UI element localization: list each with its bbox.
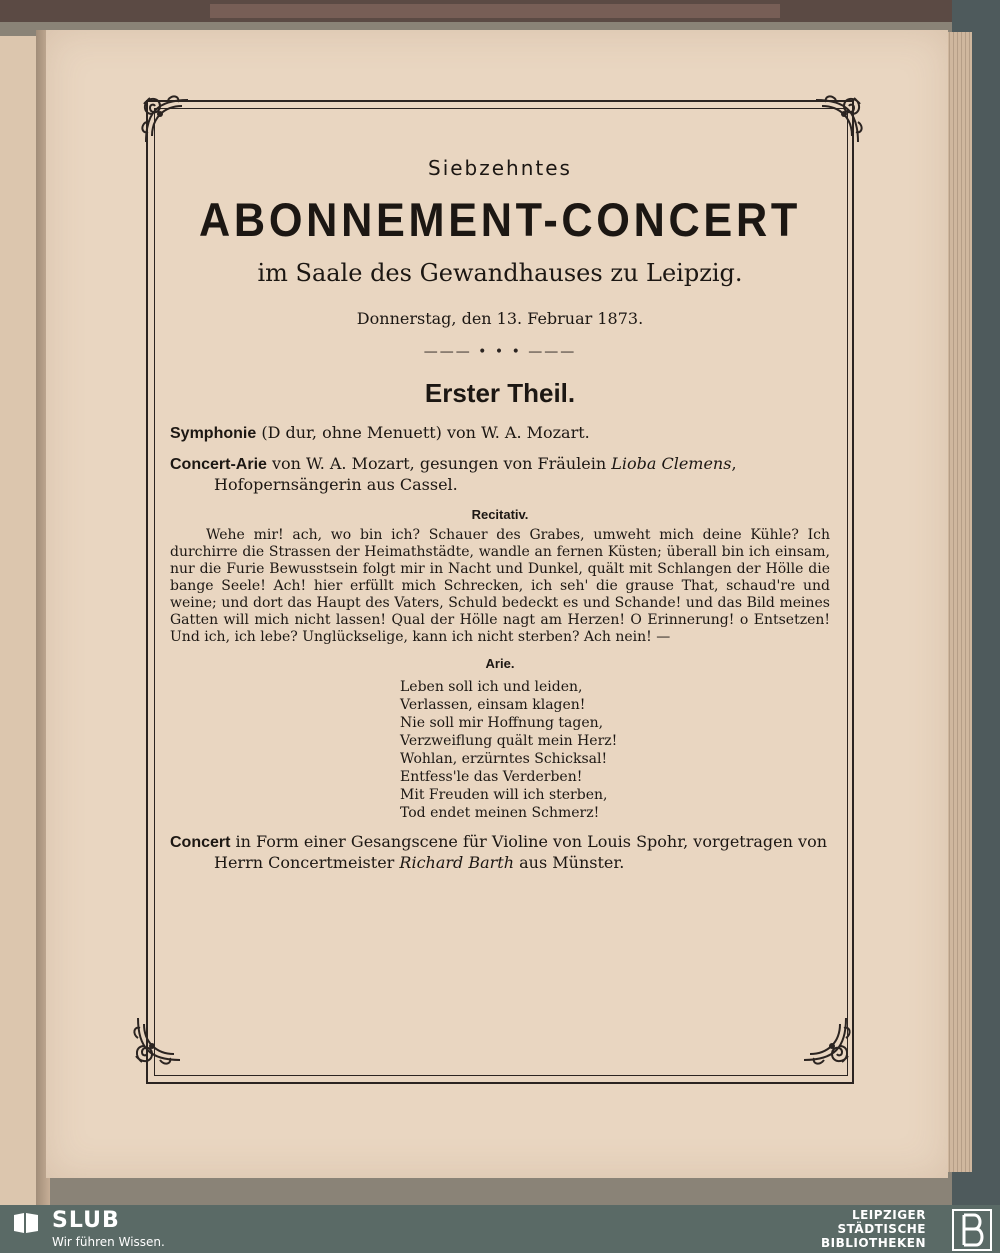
verse-line: Tod endet meinen Schmerz! [400, 805, 600, 821]
concert-date: Donnerstag, den 13. Februar 1873. [356, 309, 644, 328]
part-heading: Erster Theil. [424, 378, 576, 408]
program-page [46, 30, 948, 1178]
program-item-concert-arie [170, 454, 830, 495]
library-name-line: STÄDTISCHE [837, 1222, 926, 1236]
arie-heading: Arie. [485, 656, 515, 671]
verse-line: Entfess'le das Verderben! [400, 769, 583, 785]
performer-name: Richard Barth [399, 853, 515, 872]
item-text: aus Münster. [514, 853, 625, 872]
book-cover-edge [0, 0, 1000, 22]
library-logo-icon [952, 1209, 992, 1251]
verse-line: Wohlan, erzürntes Schicksal! [400, 751, 608, 767]
verse-line: Mit Freuden will ich sterben, [400, 787, 608, 803]
performer-name: Lioba Clemens [611, 454, 732, 473]
library-name-line: BIBLIOTHEKEN [820, 1236, 926, 1250]
slub-logo-icon [12, 1211, 40, 1235]
ornamental-divider: ——— • • • ——— [423, 344, 577, 360]
corner-ornament-icon [796, 1010, 854, 1068]
corner-ornament-icon [130, 1010, 188, 1068]
program-item-concert [170, 832, 830, 873]
item-label: Symphonie [170, 425, 257, 442]
footer-bar [0, 1205, 1000, 1253]
verse-line: Verlassen, einsam klagen! [400, 697, 586, 713]
arie-verse [400, 678, 830, 822]
recitativ-heading: Recitativ. [471, 507, 529, 522]
library-name-line: LEIPZIGER [851, 1208, 926, 1222]
item-label: Concert [170, 834, 231, 851]
venue-line: im Saale des Gewandhauses zu Leipzig. [257, 259, 743, 287]
program-list [170, 423, 830, 873]
library-name [821, 1208, 926, 1250]
program-item-symphonie [170, 423, 830, 444]
verse-line: Leben soll ich und leiden, [400, 679, 583, 695]
item-text: von W. A. Mozart, gesungen von Fräulein [266, 454, 612, 473]
item-text: in Form einer Gesangscene für Violine von Louis Spohr, vorgetragen von Herrn Concertmeister [214, 832, 827, 872]
footer-tagline: Wir führen Wissen. [52, 1235, 165, 1249]
pre-title: Siebzehntes [428, 156, 572, 180]
verse-line: Nie soll mir Hoffnung tagen, [400, 715, 604, 731]
item-text: (D dur, ohne Menuett) von W. A. Mozart. [256, 423, 590, 442]
footer-brand: SLUB [52, 1208, 120, 1233]
recitativ-text: Wehe mir! ach, wo bin ich? Schauer des Grabes, umweht mich deine Kühle? Ich durchirre die Strassen der Heimathstädte, wandle an fernen Küsten; überall bin ich einsam, nur die Furie Bewusstsein folgt mir in Nacht und Dunkel, quält mit Schlangen der Hölle die bange Seele! Ach! hier erfüllt mich Schrecken, ich seh' die grause That, schaud're und weine; und dort das Haupt des Vaters, Schuld bedeckt es und Schande! und das Bild meines Gatten will mich nicht lassen! Qual der Hölle nagt am Herzen! O Erinnerung! o Entsetzen! Und ich, ich lebe? Unglückselige, kann ich nicht sterben? Ach nein! — [170, 527, 830, 645]
concert-title: ABONNEMENT-CONCERT [199, 193, 801, 246]
item-text: , Hofopernsängerin aus Cassel. [214, 454, 737, 494]
program-content [170, 120, 830, 873]
verse-line: Verzweiflung quält mein Herz! [400, 733, 618, 749]
item-label: Concert-Arie [170, 456, 267, 473]
